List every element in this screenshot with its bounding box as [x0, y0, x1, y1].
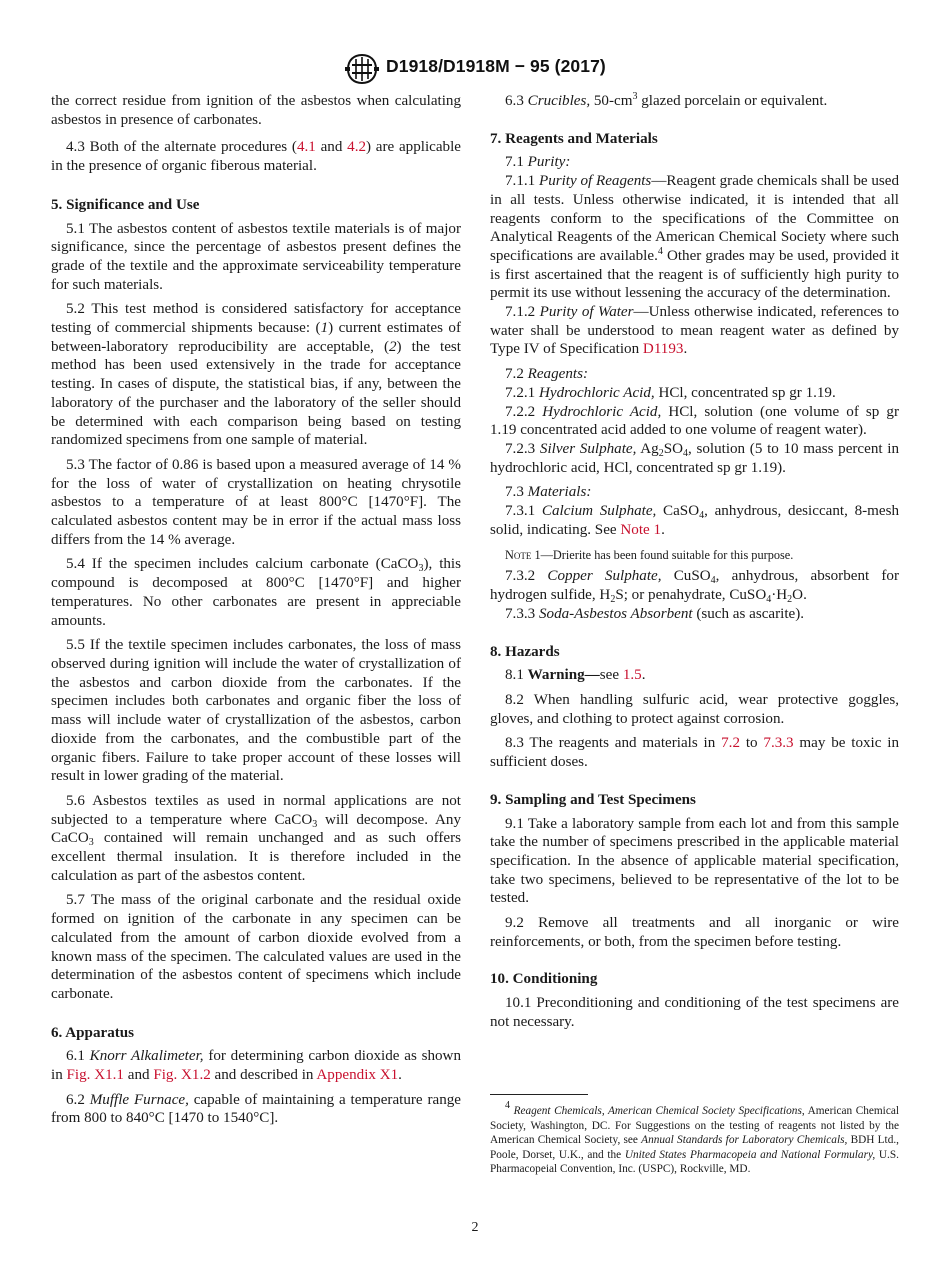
page-number: 2: [471, 1220, 479, 1235]
continued-paragraph: the correct residue from ignition of the asbestos when calculating asbestos in presence of carbonates.: [51, 93, 461, 128]
section-8-heading: 8. Hazards: [490, 643, 560, 660]
link-7-2[interactable]: 7.2: [721, 735, 740, 752]
paragraph-7-3-2: 7.3.2 Copper Sulphate, CuSO$_4$, anhydrous, absorbent for hydrogen sulfide, $H_2S$; or penahydrate, $CuSO_4\cdot H_2O$.: [490, 568, 899, 606]
paragraph-7-2: 7.2 Reagents:: [505, 366, 588, 383]
paragraph-5-7: 5.7 The mass of the original carbonate and the residual oxide formed on ignition of the carbonate in any specimen can be calculated from the amount of carbon dioxide evolved from a known mass of the specimen. The calculated values are used in the determination of the asbestos content of specimens which include carbonate.: [51, 892, 461, 1002]
paragraph-5-3: 5.3 The factor of 0.86 is based upon a measured average of 14 % for the loss of water of crystallization on heating chrysotile asbestos to a temperature of at least 800°C [1470°F]. The calculated asbestos content may be in error if the actual mass loss differs from the 14 % average.: [51, 456, 461, 548]
section-6-heading: 6. Apparatus: [51, 1024, 135, 1041]
section-5-heading: 5. Significance and Use: [51, 196, 200, 213]
paragraph-7-2-2: 7.2.2 Hydrochloric Acid, HCl, solution (one volume of sp gr 1.19 concentrated acid added to one volume of reagent water).: [490, 403, 899, 439]
paragraph-6-1: 6.1 Knorr Alkalimeter, for determining carbon dioxide as shown in Fig. X1.1 and Fig. X1.2 and described in Appendix X1.: [51, 1048, 461, 1084]
paragraph-5-2: 5.2 This test method is considered satisfactory for acceptance testing of commercial shipments because: (1) current estimates of between-laboratory reproducibility are acceptable, (2) the test method has been used extensively in the trade for acceptance testing. In cases of dispute, the statistical bias, if any, between the laboratory of the purchaser and the laboratory of the seller should be determined with each comparison being based on testing randomized specimens from one sample of material.: [51, 301, 461, 449]
paragraph-5-5: 5.5 If the textile specimen includes carbonates, the loss of mass observed during ignition will include the water of crystallization of the asbestos and carbon dioxide from the carbonates. If the specimen includes both carbonates and organic fiber the loss of mass will include water of crystallization of the asbestos, carbon dioxide from the carbonates, and the combustible part of the organic fibers. Failure to take proper account of these losses will result in lower grading of the material.: [51, 637, 461, 785]
page-header: [0, 52, 950, 86]
paragraph-7-2-1: 7.2.1 Hydrochloric Acid, HCl, concentrated sp gr 1.19.: [505, 384, 836, 401]
paragraph-9-1: 9.1 Take a laboratory sample from each lot and from this sample take the number of specimens prescribed in the applicable material specification. In the absence of applicable material specification, take two specimens, believed to be representative of the lot to be tested.: [490, 815, 899, 907]
right-column: [490, 92, 899, 1032]
paragraph-5-6: 5.6 Asbestos textiles as used in normal applications are not subjected to a temperature where CaCO$_3$ will decompose. Any CaCO$_3$ contained will remain unchanged and as such offers excellent thermal insulation. It is therefore included in the calculation as part of the asbestos content.: [51, 792, 461, 884]
note-1: Note 1—Drierite has been found suitable for this purpose.: [505, 548, 794, 563]
paragraph-10-1: 10.1 Preconditioning and conditioning of the test specimens are not necessary.: [490, 995, 899, 1030]
link-appendix-x1[interactable]: Appendix X1: [316, 1067, 399, 1084]
left-column: [51, 92, 461, 1128]
astm-logo-icon: [344, 53, 380, 85]
paragraph-7-3-3: 7.3.3 Soda-Asbestos Absorbent (such as ascarite).: [505, 605, 805, 622]
paragraph-7-1-2: 7.1.2 Purity of Water—Unless otherwise indicated, references to water shall be understood to mean reagent water as defined by Type IV of Specification D1193.: [490, 304, 899, 358]
paragraph-7-3-1: 7.3.1 Calcium Sulphate, CaSO$_4$, anhydrous, desiccant, 8-mesh solid, indicating. See Note 1.: [490, 503, 899, 538]
paragraph-5-4: 5.4 If the specimen includes calcium carbonate (CaCO$_3$), this compound is decomposed at 800°C [1470°F] and higher temperatures. No other carbonates are present in appreciable amounts.: [51, 556, 462, 629]
paragraph-8-2: 8.2 When handling sulfuric acid, wear protective goggles, gloves, and clothing to protect against corrosion.: [490, 691, 899, 727]
link-d1193[interactable]: D1193: [642, 341, 684, 358]
paragraph-6-2: 6.2 Muffle Furnace, capable of maintaining a temperature range from 800 to 840°C [1470 to 1540°C].: [51, 1091, 461, 1127]
section-10-heading: 10. Conditioning: [490, 971, 598, 988]
paragraph-6-3: 6.3 Crucibles, $50-cm^3$ glazed porcelain or equivalent.: [505, 91, 828, 109]
footnote-4: $^4$ Reagent Chemicals, American Chemical Society Specifications, American Chemical Society, Washington, DC. For Suggestions on the testing of reagents not listed by the American Chemical Society, see Annual Standards for Laboratory Chemicals, BDH Ltd., Poole, Dorset, U.K., and the United States Pharmacopeia and National Formulary, U.S. Pharmacopeial Convention, Inc. (USPC), Rockville, MD.: [490, 1100, 899, 1176]
paragraph-8-3: 8.3 The reagents and materials in 7.2 to 7.3.3 may be toxic in sufficient doses.: [490, 735, 900, 771]
link-4-2[interactable]: 4.2: [347, 139, 367, 156]
paragraph-7-1-1: 7.1.1 Purity of Reagents—Reagent grade chemicals shall be used in all tests. Unless otherwise indicated, it is intended that all reagents conform to the specifications of the Committee on Analytical Reagents of the American Chemical Society where such specifications are available.$^4$ Other grades may be used, provided it is first ascertained that the reagent is of sufficiently high purity to permit its use without lessening the accuracy of the determination.: [490, 173, 900, 302]
paragraph-8-1: 8.1 Warning—see 1.5.: [505, 667, 646, 684]
link-fig-x1-1[interactable]: Fig. X1.1: [66, 1067, 124, 1084]
paragraph-4-3: 4.3 Both of the alternate procedures (4.1 and 4.2) are applicable in the presence of organic fiberous material.: [51, 139, 461, 175]
link-4-1[interactable]: 4.1: [296, 139, 316, 156]
paragraph-9-2: 9.2 Remove all treatments and all inorganic or wire reinforcements, or both, from the specimen before testing.: [490, 915, 899, 950]
link-note-1[interactable]: Note 1: [620, 521, 662, 538]
paragraph-7-1: 7.1 Purity:: [505, 154, 571, 171]
link-fig-x1-2[interactable]: Fig. X1.2: [153, 1067, 211, 1084]
paragraph-7-2-3: 7.2.3 Silver Sulphate, $Ag_2SO_4$, solution (5 to 10 mass percent in hydrochloric acid, HCl, concentrated sp gr 1.19).: [490, 440, 900, 476]
section-9-heading: 9. Sampling and Test Specimens: [490, 791, 696, 808]
link-1-5[interactable]: 1.5: [622, 667, 642, 684]
footnote-divider: [490, 1094, 588, 1095]
document-designation: D1918/D1918M − 95 (2017): [386, 56, 606, 76]
link-7-3-3[interactable]: 7.3.3: [763, 735, 794, 752]
paragraph-7-3: 7.3 Materials:: [505, 484, 592, 501]
paragraph-5-1: 5.1 The asbestos content of asbestos textile materials is of major significance, since the percentage of asbestos present defines the grade of the textile and the approximate serviceability temperature for such materials.: [51, 220, 461, 293]
section-7-heading: 7. Reagents and Materials: [490, 130, 658, 147]
